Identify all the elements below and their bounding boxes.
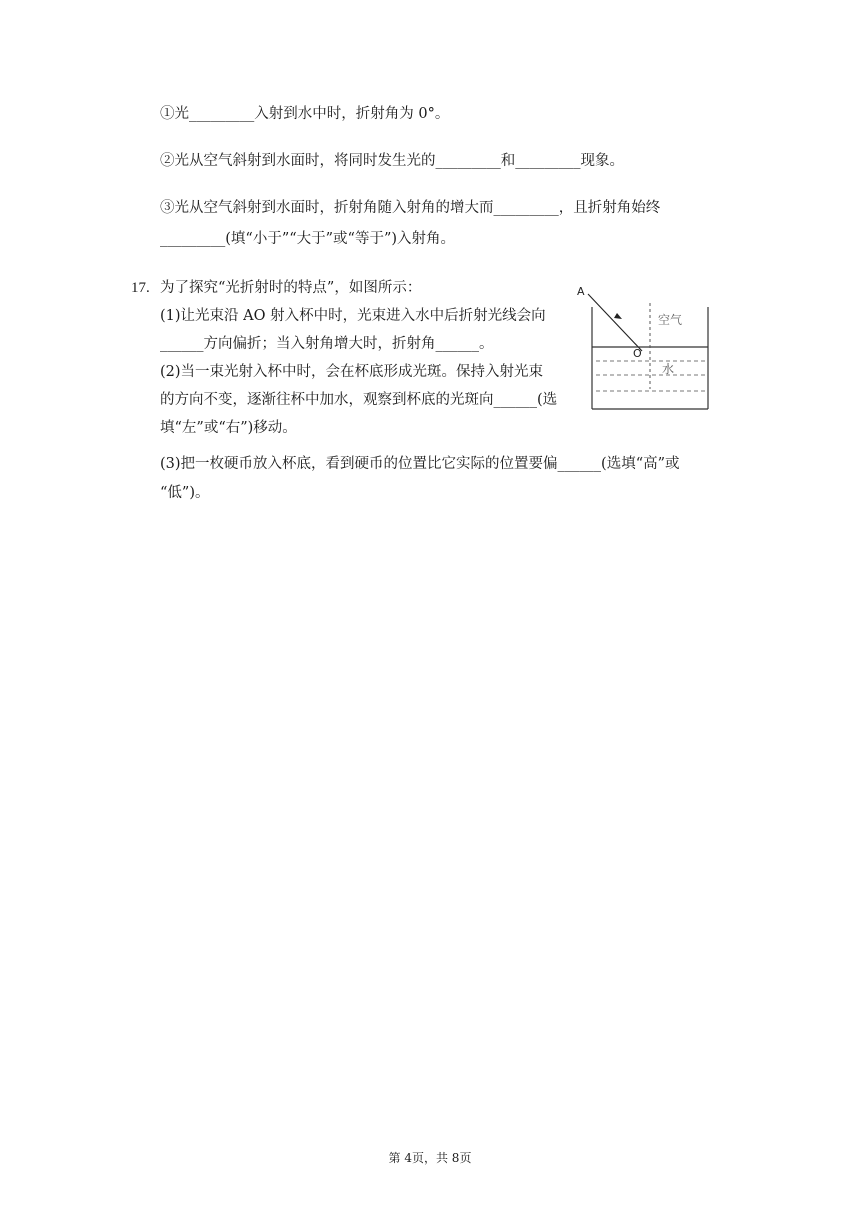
label-o: O xyxy=(633,347,642,360)
part-1-line-1: (1)让光束沿 AO 射入杯中时，光束进入水中后折射光线会向 xyxy=(160,308,546,324)
refraction-diagram xyxy=(574,281,722,417)
question-stem: 为了探究“光折射时的特点”，如图所示： xyxy=(160,280,422,296)
part-a-line-4: _________(填“小于”“大于”或“等于”)入射角。 xyxy=(160,231,456,247)
part-3-line-1: (3)把一枚硬币放入杯底，看到硬币的位置比它实际的位置要偏______(选填“高”或 xyxy=(160,456,680,472)
part-3-line-2: “低”)。 xyxy=(160,485,210,501)
label-air: 空气 xyxy=(658,313,683,327)
part-1-line-2: ______方向偏折；当入射角增大时，折射角______。 xyxy=(160,336,494,352)
part-a-line-2: ②光从空气斜射到水面时，将同时发生光的_________和_________现象。 xyxy=(160,153,624,169)
incident-ray xyxy=(588,294,642,351)
part-2-line-3: 填“左”或“右”)移动。 xyxy=(160,420,297,436)
page-footer: 第 4页，共 8页 xyxy=(388,1151,472,1165)
question-number: 17. xyxy=(131,280,150,296)
part-a-line-1: ①光_________入射到水中时，折射角为 0°。 xyxy=(160,106,450,122)
part-2-line-1: (2)当一束光射入杯中时，会在杯底形成光斑。保持入射光束 xyxy=(160,364,544,380)
refraction-cup-figure xyxy=(574,281,722,417)
part-a-line-3: ③光从空气斜射到水面时，折射角随入射角的增大而_________，且折射角始终 xyxy=(160,200,661,216)
part-2-line-2: 的方向不变，逐渐往杯中加水，观察到杯底的光斑向______(选 xyxy=(160,392,558,408)
ray-arrow xyxy=(614,313,622,319)
label-a: A xyxy=(577,285,585,298)
label-water: 水 xyxy=(662,362,675,376)
